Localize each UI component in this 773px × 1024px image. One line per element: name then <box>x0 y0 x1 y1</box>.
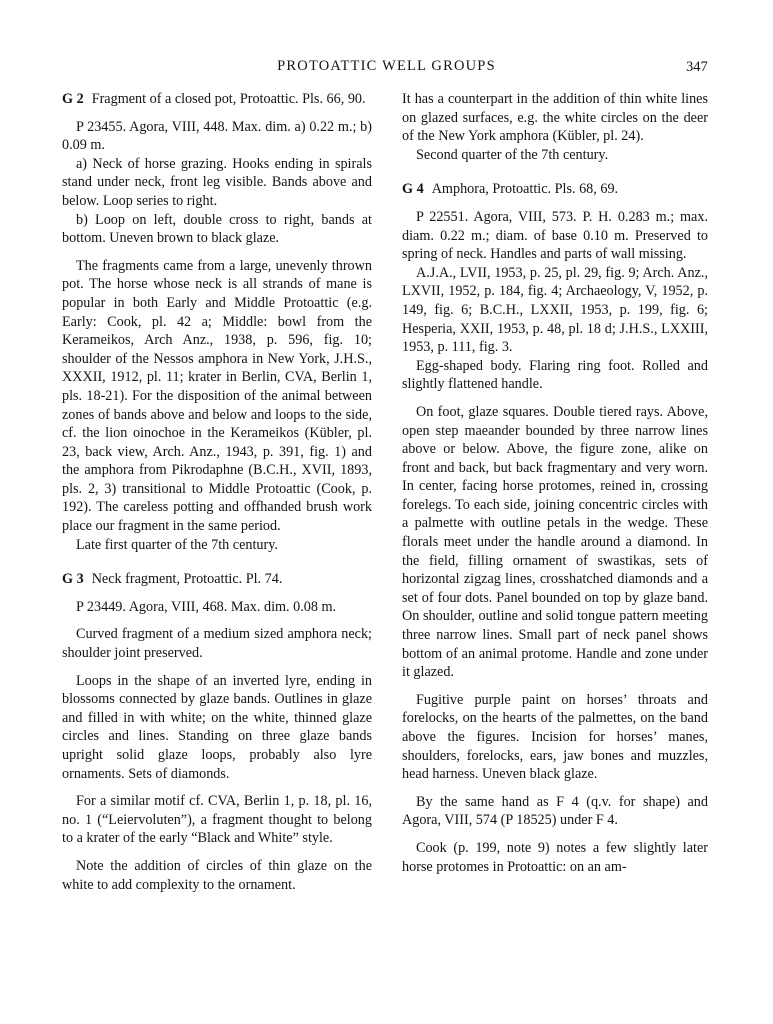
body-paragraph: Late first quarter of the 7th century. <box>76 536 278 553</box>
entry-title: Fragment of a closed pot, Protoattic. Pls. 66, 90. <box>91 91 366 107</box>
body-paragraph: Egg-shaped body. Flaring ring foot. Rolled and slightly flattened handle. <box>402 357 708 393</box>
catalogue-entry-heading <box>62 90 372 109</box>
catalogue-entry-heading <box>62 570 372 589</box>
body-paragraph: Curved fragment of a medium sized amphora neck; shoulder joint preserved. <box>62 626 372 662</box>
body-paragraph: Second quarter of the 7th century. <box>416 146 609 163</box>
body-paragraph: P 22551. Agora, VIII, 573. P. H. 0.283 m.; max. diam. 0.22 m.; diam. of base 0.10 m. Preserved to spring of neck. Handles and parts of wall missing. <box>402 208 708 263</box>
body-paragraph: Note the addition of circles of thin glaze on the white to add complexity to the ornament. <box>62 857 372 893</box>
catalogue-entry-heading <box>402 180 708 199</box>
body-paragraph: By the same hand as F 4 (q.v. for shape) and Agora, VIII, 574 (P 18525) under F 4. <box>402 793 708 829</box>
body-paragraph: On foot, glaze squares. Double tiered rays. Above, open step maeander bounded by three narrow lines above or below. Above, the figure zone, alike on front and back, but back fragmentary and very worn. In center, facing horse protomes, reined in, crossing forelegs. To each side, joining concentric circles with a palmette with outline petals in the wedge. These florals meet under the handle around a diamond. In the field, filling ornament of swastikas, sets of horizontal zigzag lines, crosshatched diamonds and a set of four dots. Panel bounded on top by glaze band. On shoulder, outline and solid tongue pattern meeting three narrow lines. Small part of neck panel shows bottom of an animal protome. Handle and zone under it glazed. <box>402 403 708 681</box>
body-paragraph: For a similar motif cf. CVA, Berlin 1, p. 18, pl. 16, no. 1 (“Leiervoluten”), a fragment thought to belong to a krater of the early “Black and White” style. <box>62 793 372 847</box>
body-paragraph: Loops in the shape of an inverted lyre, ending in blossoms connected by glaze bands. Outlines in glaze and filled in with white; on the white, thinned glaze circles and lines. Standing on three glaze bands upright solid glaze loops, probably also lyre ornaments. Sets of diamonds. <box>62 672 372 782</box>
body-paragraph: P 23449. Agora, VIII, 468. Max. dim. 0.08 m. <box>76 598 337 615</box>
running-head: PROTOATTIC WELL GROUPS <box>277 58 496 74</box>
entry-title: Neck fragment, Protoattic. Pl. 74. <box>91 571 283 588</box>
body-paragraph: It has a counterpart in the addition of thin white lines on glazed surfaces, e.g. the white circles on the deer of the New York amphora (Kübler, pl. 24). <box>402 91 708 145</box>
left-column <box>62 90 372 894</box>
entry-title: Amphora, Protoattic. Pls. 68, 69. <box>431 181 619 198</box>
body-paragraph: Fugitive purple paint on horses’ throats and forelocks, on the hearts of the palmettes, on the band above the figures. Incision for horses’ manes, shoulders, forelocks, ears, jaw bones and muzzles, head harness. Uneven black glaze. <box>402 691 708 783</box>
body-paragraph: Cook (p. 199, note 9) notes a few slightly later horse protomes in Protoattic: on an am- <box>402 839 708 875</box>
body-paragraph: A.J.A., LVII, 1953, p. 25, pl. 29, fig. 9; Arch. Anz., LXVII, 1952, p. 184, fig. 4; Archaeology, V, 1952, p. 149, fig. 6; B.C.H., LXXII, 1953, p. 199, fig. 6; Hesperia, XXII, 1953, p. 48, pl. 18 d; J.H.S., LXXIII, 1953, p. 111, fig. 3. <box>402 264 708 356</box>
page-number: 347 <box>686 59 708 75</box>
entry-number: G 4 <box>402 181 424 198</box>
right-column <box>402 90 708 876</box>
body-paragraph: a) Neck of horse grazing. Hooks ending in spirals stand under neck, front leg visible. Bands above and below. Loop series to right. <box>62 155 372 209</box>
body-paragraph: P 23455. Agora, VIII, 448. Max. dim. a) 0.22 m.; b) 0.09 m. <box>62 118 372 154</box>
entry-number: G 3 <box>62 571 84 588</box>
body-paragraph: The fragments came from a large, unevenly thrown pot. The horse whose neck is all strands of mane is popular in both Early and Middle Protoattic (e.g. Early: Cook, pl. 42 a; Middle: bowl from the Kerameikos, Arch Anz., 1938, p. 596, fig. 10; shoulder of the Nessos amphora in New York, J.H.S., XXXII, 1912, pl. 11; krater in Berlin, CVA, Berlin 1, pls. 18-21). For the disposition of the animal between zones of bands above and below and loops to the side, cf. the lion oinochoe in the Kerameikos (Kübler, pl. 23, back view, Arch. Anz., 1943, p. 391, fig. 1) and the amphora from Pikrodaphne (B.C.H., XVII, 1893, pls. 2, 3) transitional to Middle Protoattic (Cook, p. 192). The careless potting and offhanded brush work place our fragment in the same period. <box>62 257 372 535</box>
entry-number: G 2 <box>62 91 84 107</box>
body-paragraph: b) Loop on left, double cross to right, bands at bottom. Uneven brown to black glaze. <box>62 211 372 247</box>
